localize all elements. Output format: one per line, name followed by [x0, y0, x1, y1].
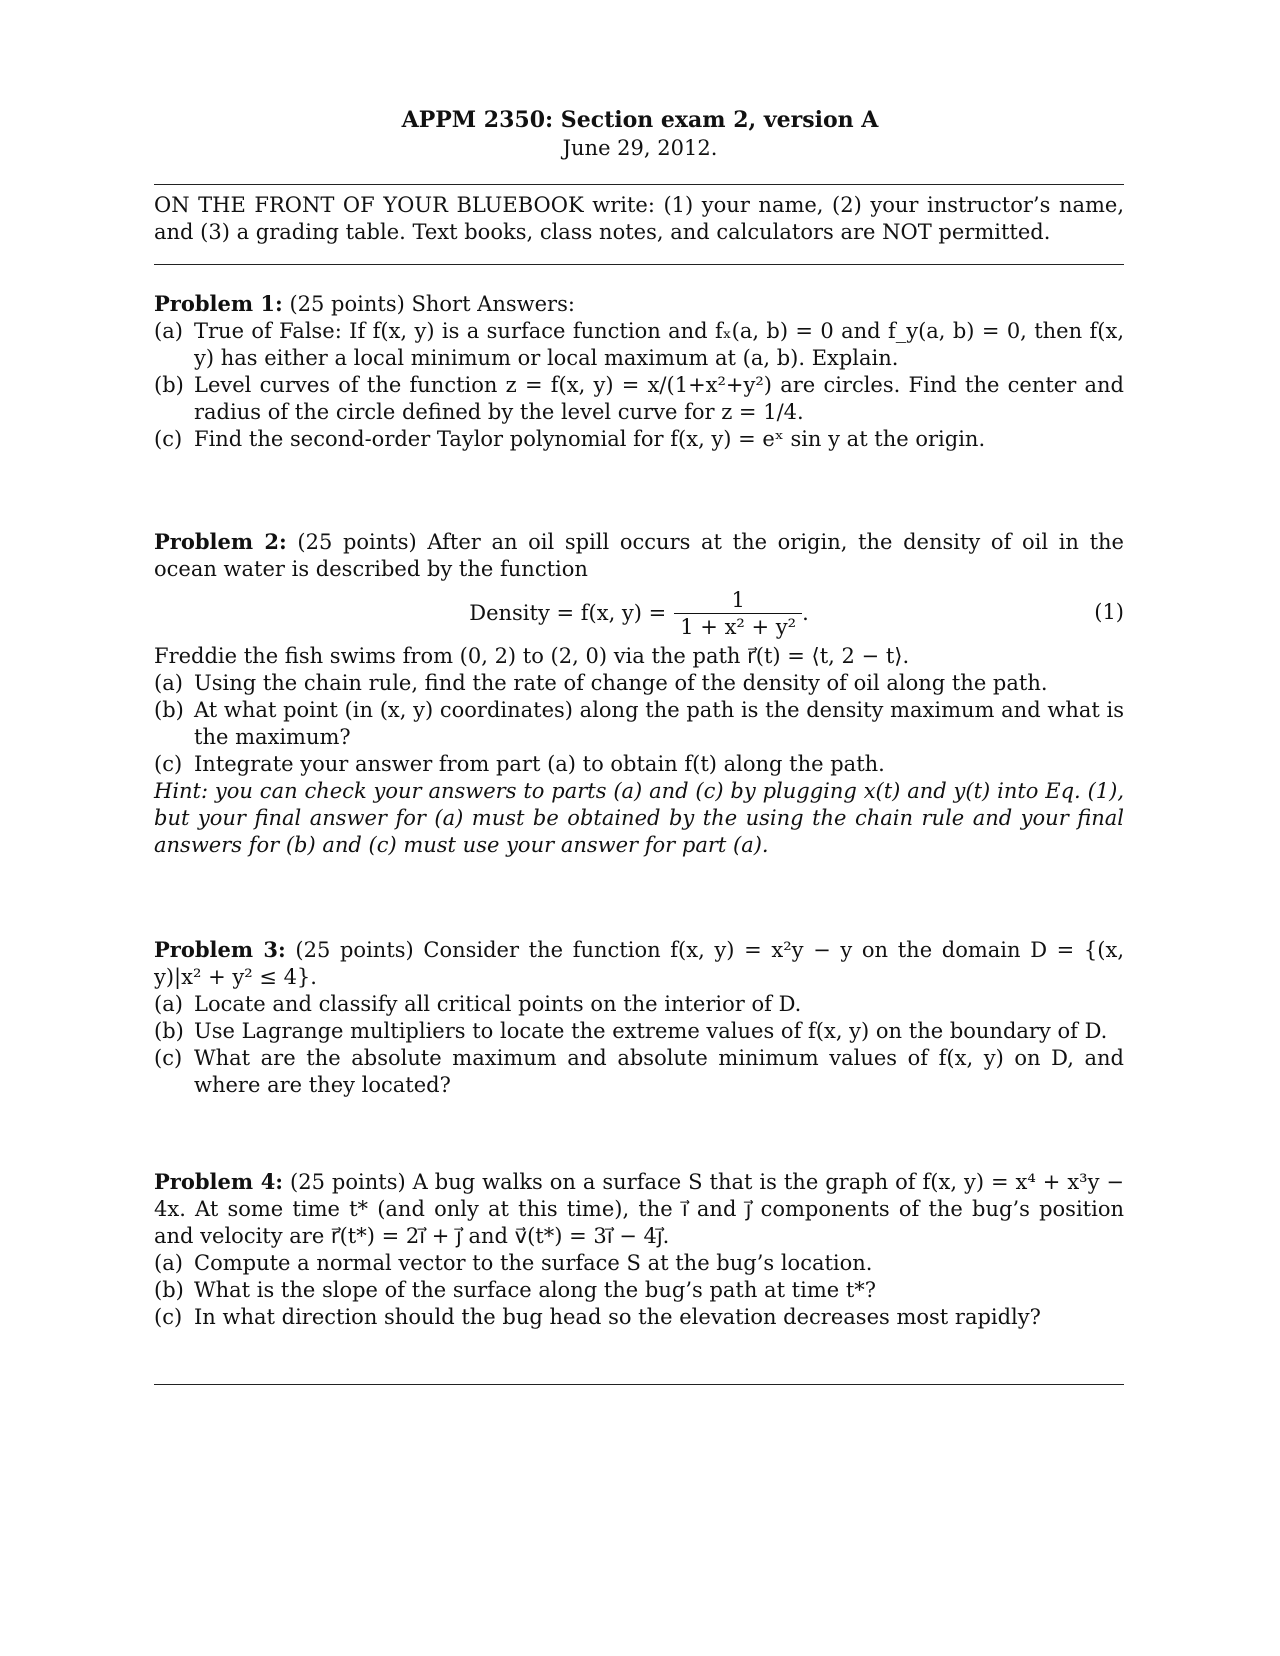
- problem-4-head: [154, 1168, 1124, 1250]
- part-label: (a): [154, 319, 183, 343]
- problem-3-label: Problem 3:: [154, 937, 286, 962]
- instructions: ON THE FRONT OF YOUR BLUEBOOK write: (1) your name, (2) your instructor’s name, and (3) a grading table. Text books, class notes, and calculators are NOT permitted.: [154, 193, 1124, 244]
- problem-2-path: Freddie the fish swims from (0, 2) to (2, 0) via the path r⃗(t) = ⟨t, 2 − t⟩.: [154, 644, 910, 668]
- problem-1-part-a: [154, 318, 1124, 372]
- problem-1-part-b: [154, 372, 1124, 426]
- title-block: [0, 106, 1280, 162]
- equation-number: (1): [1094, 600, 1124, 624]
- instructions-rule: [154, 264, 1124, 265]
- problem-4-part-a: [154, 1250, 1124, 1277]
- problem-1-head: [154, 290, 1124, 318]
- equation-trail: .: [802, 600, 809, 625]
- top-rule: [154, 184, 1124, 185]
- part-label: (b): [154, 373, 184, 397]
- part-label: (c): [154, 427, 183, 451]
- part-text: Use Lagrange multipliers to locate the extreme values of f(x, y) on the boundary of D.: [194, 1019, 1108, 1043]
- part-text: In what direction should the bug head so the elevation decreases most rapidly?: [194, 1305, 1041, 1329]
- part-text: Integrate your answer from part (a) to obtain f(t) along the path.: [194, 752, 885, 776]
- problem-3-intro: (25 points) Consider the function f(x, y) = x²y − y on the domain D = {(x, y)|x² + y² ≤ 4}.: [154, 938, 1124, 989]
- problem-4: [154, 1168, 1124, 1331]
- equation-lhs: Density = f(x, y) =: [469, 600, 667, 625]
- problem-4-part-b: [154, 1277, 1124, 1304]
- problem-1: [154, 290, 1124, 453]
- problem-3-head: [154, 936, 1124, 991]
- exam-date: June 29, 2012.: [562, 136, 718, 160]
- part-text: Level curves of the function z = f(x, y) = x/(1+x²+y²) are circles. Find the center and radius of the circle defined by the level curve for z = 1/4.: [194, 373, 1124, 424]
- equation-numerator: 1: [731, 587, 745, 612]
- problem-2: [154, 528, 1124, 859]
- problem-4-intro: (25 points) A bug walks on a surface S that is the graph of f(x, y) = x⁴ + x³y − 4x. At some time t* (and only at this time), the i⃗ and j⃗ components of the bug’s position and velocity are r⃗(t*) = 2i⃗ + j⃗ and v⃗(t*) = 3i⃗ − 4j⃗.: [154, 1170, 1125, 1248]
- problem-2-part-a: [154, 670, 1124, 697]
- problem-3: [154, 936, 1124, 1099]
- part-label: (b): [154, 698, 184, 722]
- problem-1-label: Problem 1:: [154, 291, 283, 316]
- problem-3-part-b: [154, 1018, 1124, 1045]
- problem-3-part-a: [154, 991, 1124, 1018]
- equation-denominator: 1 + x² + y²: [674, 613, 802, 640]
- exam-title: APPM 2350: Section exam 2, version A: [401, 107, 879, 133]
- problem-3-part-c: [154, 1045, 1124, 1099]
- part-text: Using the chain rule, find the rate of change of the density of oil along the path.: [194, 671, 1048, 695]
- problem-4-part-c: [154, 1304, 1124, 1331]
- part-text: At what point (in (x, y) coordinates) along the path is the density maximum and what is the maximum?: [194, 698, 1124, 749]
- problem-2-part-b: [154, 697, 1124, 751]
- part-label: (c): [154, 1046, 183, 1070]
- bottom-rule: [154, 1384, 1124, 1385]
- part-label: (a): [154, 1251, 183, 1275]
- part-text: Compute a normal vector to the surface S at the bug’s location.: [194, 1251, 873, 1275]
- problem-2-label: Problem 2:: [154, 529, 287, 554]
- density-equation: [154, 583, 1124, 643]
- problem-2-part-c: [154, 751, 1124, 778]
- part-label: (a): [154, 992, 183, 1016]
- problem-2-head: [154, 528, 1124, 583]
- part-label: (b): [154, 1278, 184, 1302]
- part-text: What are the absolute maximum and absolute minimum values of f(x, y) on D, and where are they located?: [194, 1046, 1124, 1097]
- part-label: (c): [154, 752, 183, 776]
- part-text: Locate and classify all critical points on the interior of D.: [194, 992, 802, 1016]
- problem-2-intro: (25 points) After an oil spill occurs at the origin, the density of oil in the ocean water is described by the function: [154, 530, 1124, 581]
- part-text: What is the slope of the surface along the bug’s path at time t*?: [194, 1278, 877, 1302]
- part-text: True of False: If f(x, y) is a surface function and fₓ(a, b) = 0 and f_y(a, b) = 0, then f(x, y) has either a local minimum or local maximum at (a, b). Explain.: [194, 319, 1124, 370]
- problem-1-intro: (25 points) Short Answers:: [289, 292, 575, 316]
- part-label: (c): [154, 1305, 183, 1329]
- problem-1-part-c: [154, 426, 1124, 453]
- part-label: (b): [154, 1019, 184, 1043]
- problem-2-hint: Hint: you can check your answers to parts (a) and (c) by plugging x(t) and y(t) into Eq. (1), but your final answer for (a) must be obtained by the using the chain rule and your final answers for (b) and (c) must use your answer for part (a).: [154, 779, 1124, 857]
- problem-4-label: Problem 4:: [154, 1169, 284, 1194]
- part-text: Find the second-order Taylor polynomial for f(x, y) = eˣ sin y at the origin.: [194, 427, 986, 451]
- equation-fraction: [674, 587, 802, 640]
- part-label: (a): [154, 671, 183, 695]
